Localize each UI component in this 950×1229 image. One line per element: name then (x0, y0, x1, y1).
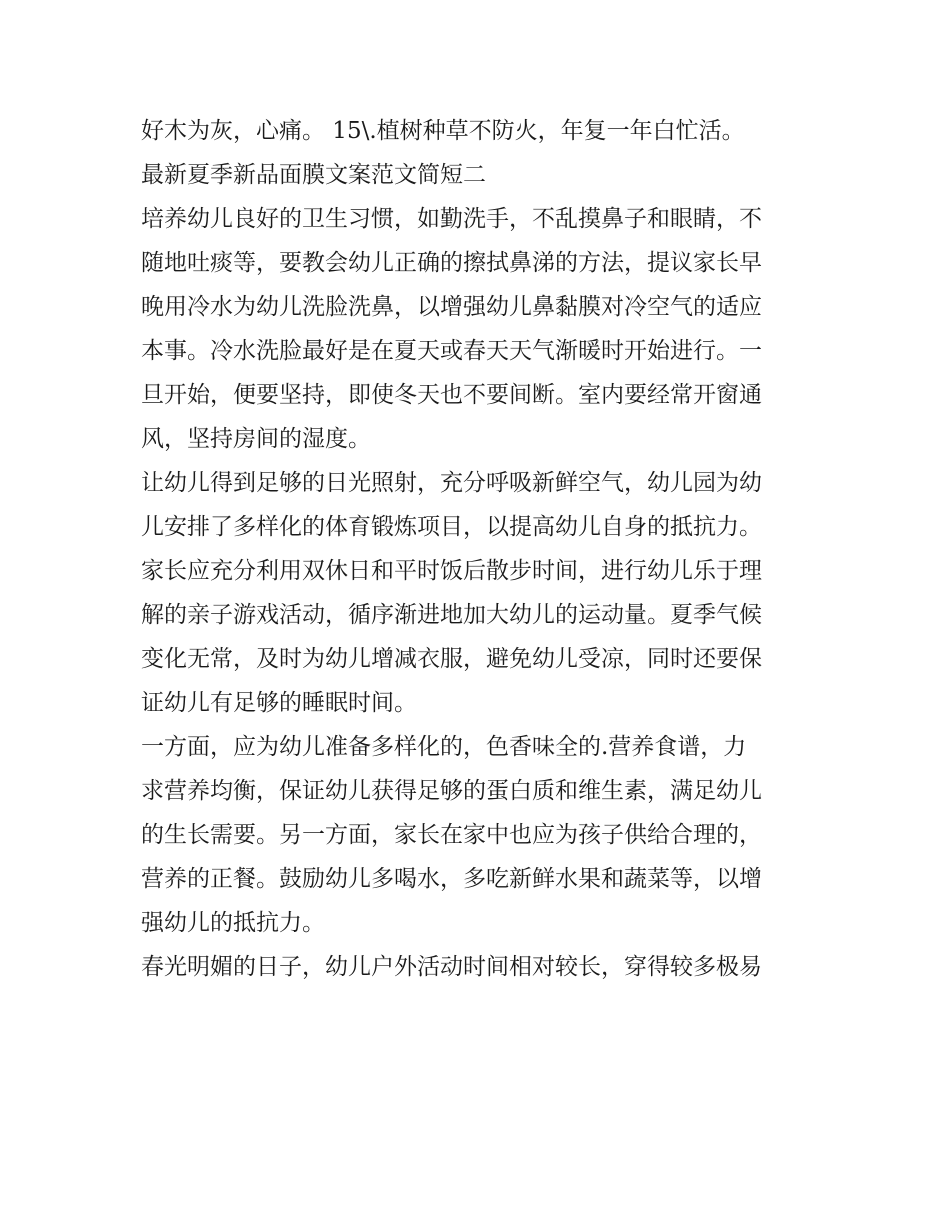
section-heading: 最新夏季新品面膜文案范文简短二 (141, 162, 486, 188)
text-line: 风，坚持房间的湿度。 (141, 426, 371, 452)
text-line: 培养幼儿良好的卫生习惯，如勤洗手，不乱摸鼻子和眼睛，不 (141, 206, 762, 232)
text-line: 的生长需要。另一方面，家长在家中也应为孩子供给合理的， (141, 822, 762, 848)
text-line: 好木为灰，心痛。 15\.植树种草不防火，年复一年白忙活。 (141, 118, 745, 144)
text-line: 家长应充分利用双休日和平时饭后散步时间，进行幼儿乐于理 (141, 558, 762, 584)
text-line: 变化无常，及时为幼儿增减衣服，避免幼儿受凉，同时还要保 (141, 646, 762, 672)
document-body (141, 109, 821, 989)
text-line: 春光明媚的日子，幼儿户外活动时间相对较长，穿得较多极易 (141, 954, 762, 980)
text-line: 强幼儿的抵抗力。 (141, 910, 325, 936)
text-line: 让幼儿得到足够的日光照射，充分呼吸新鲜空气，幼儿园为幼 (141, 470, 762, 496)
text-line: 儿安排了多样化的体育锻炼项目，以提高幼儿自身的抵抗力。 (141, 514, 762, 540)
text-line: 一方面，应为幼儿准备多样化的，色香味全的.营养食谱，力 (141, 734, 747, 760)
text-line: 晚用冷水为幼儿洗脸洗鼻，以增强幼儿鼻黏膜对冷空气的适应 (141, 294, 762, 320)
text-line: 营养的正餐。鼓励幼儿多喝水，多吃新鲜水果和蔬菜等，以增 (141, 866, 762, 892)
text-line: 解的亲子游戏活动，循序渐进地加大幼儿的运动量。夏季气候 (141, 602, 762, 628)
text-line: 随地吐痰等，要教会幼儿正确的擦拭鼻涕的方法，提议家长早 (141, 250, 762, 276)
text-line: 旦开始，便要坚持，即使冬天也不要间断。室内要经常开窗通 (141, 382, 762, 408)
text-line: 本事。冷水洗脸最好是在夏天或春天天气渐暖时开始进行。一 (141, 338, 762, 364)
text-line: 求营养均衡，保证幼儿获得足够的蛋白质和维生素，满足幼儿 (141, 778, 762, 804)
text-line: 证幼儿有足够的睡眠时间。 (141, 690, 417, 716)
